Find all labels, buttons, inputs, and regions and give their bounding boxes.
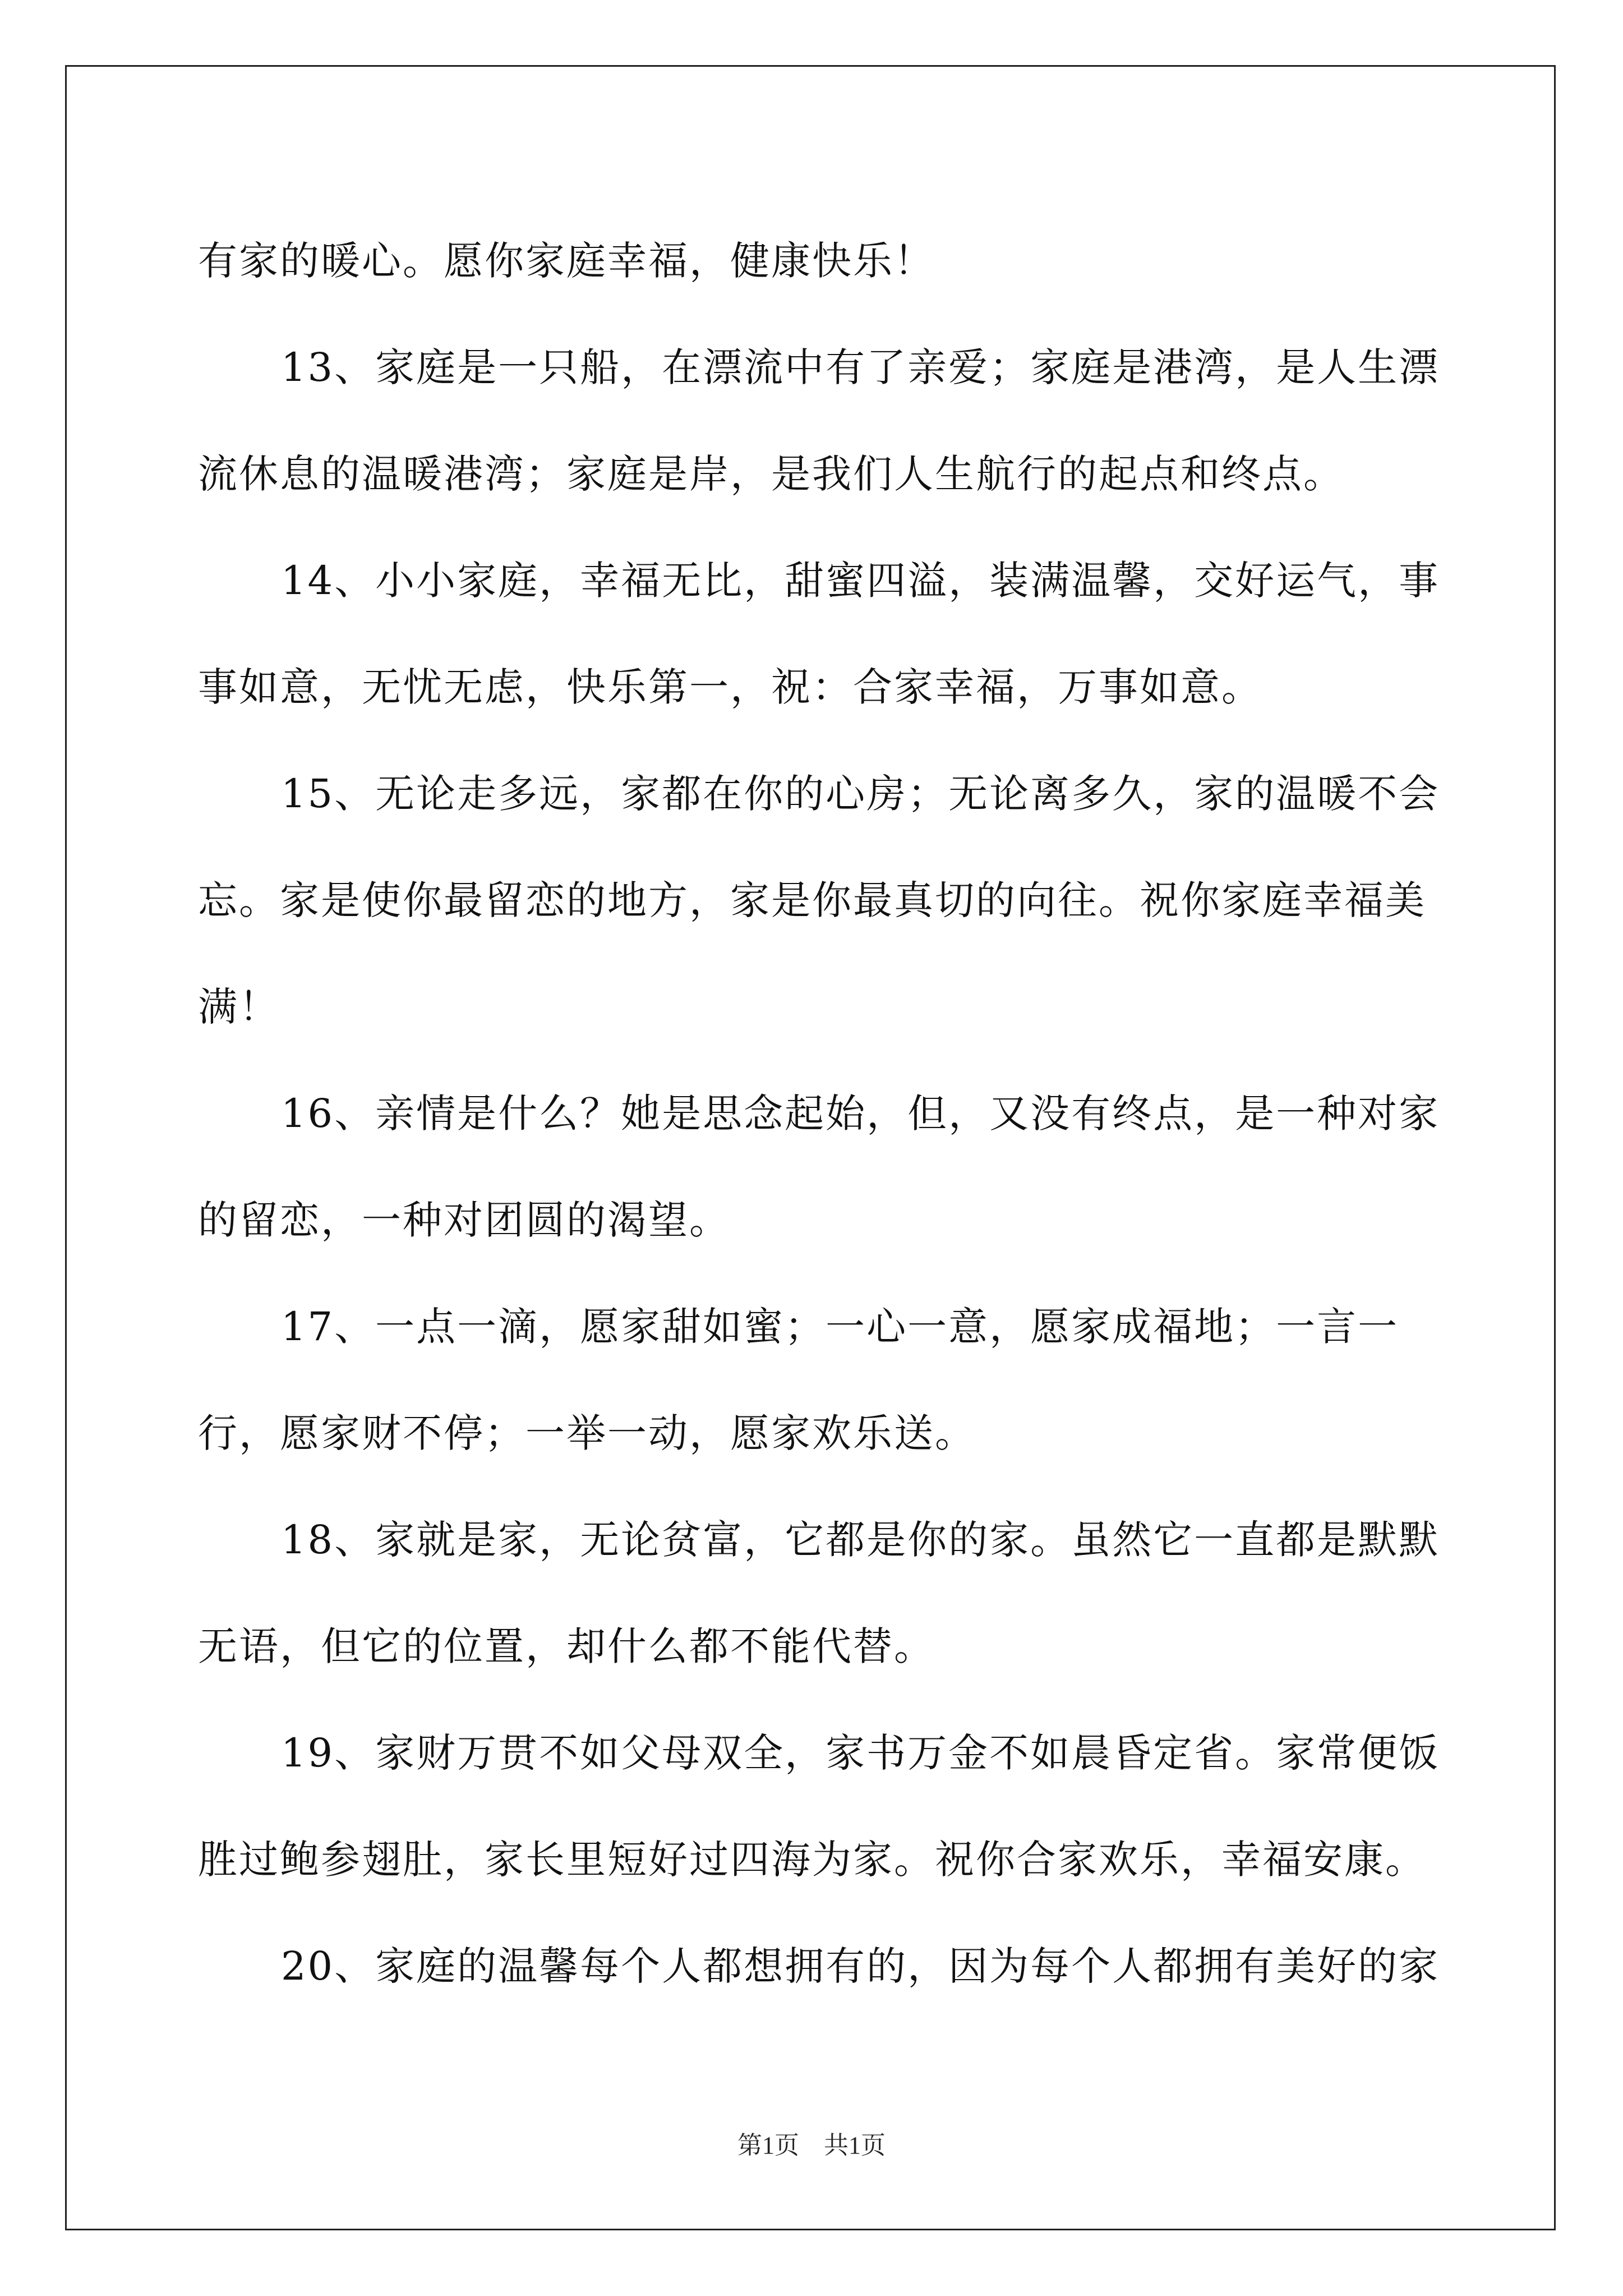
- paragraph: 13、家庭是一只船，在漂流中有了亲爱；家庭是港湾，是人生漂流休息的温暖港湾；家庭是岸，是我们人生航行的起点和终点。: [198, 344, 1440, 497]
- page-footer: 第1页 共1页: [737, 2132, 886, 2159]
- paragraph: 有家的暖心。愿你家庭幸福，健康快乐！: [198, 238, 935, 284]
- paragraph: 15、无论走多远，家都在你的心房；无论离多久，家的温暖不会忘。家是使你最留恋的地方，家是你最真切的向往。祝你家庭幸福美满！: [198, 771, 1440, 1030]
- document-body: [198, 208, 1443, 2019]
- paragraph: 17、一点一滴，愿家甜如蜜；一心一意，愿家成福地；一言一行，愿家财不停；一举一动，愿家欢乐送。: [198, 1304, 1399, 1456]
- paragraph: 18、家就是家，无论贫富，它都是你的家。虽然它一直都是默默无语，但它的位置，却什么都不能代替。: [198, 1517, 1440, 1669]
- paragraph: 16、亲情是什么？她是思念起始，但，又没有终点，是一种对家的留恋，一种对团圆的渴望。: [198, 1091, 1440, 1243]
- paragraph: 20、家庭的温馨每个人都想拥有的，因为每个人都拥有美好的家: [281, 1943, 1440, 1989]
- paragraph: 19、家财万贯不如父母双全，家书万金不如晨昏定省。家常便饭胜过鲍参翅肚，家长里短好过四海为家。祝你合家欢乐，幸福安康。: [198, 1730, 1440, 1883]
- paragraph: 14、小小家庭，幸福无比，甜蜜四溢，装满温馨，交好运气，事事如意，无忧无虑，快乐第一，祝：合家幸福，万事如意。: [198, 558, 1440, 710]
